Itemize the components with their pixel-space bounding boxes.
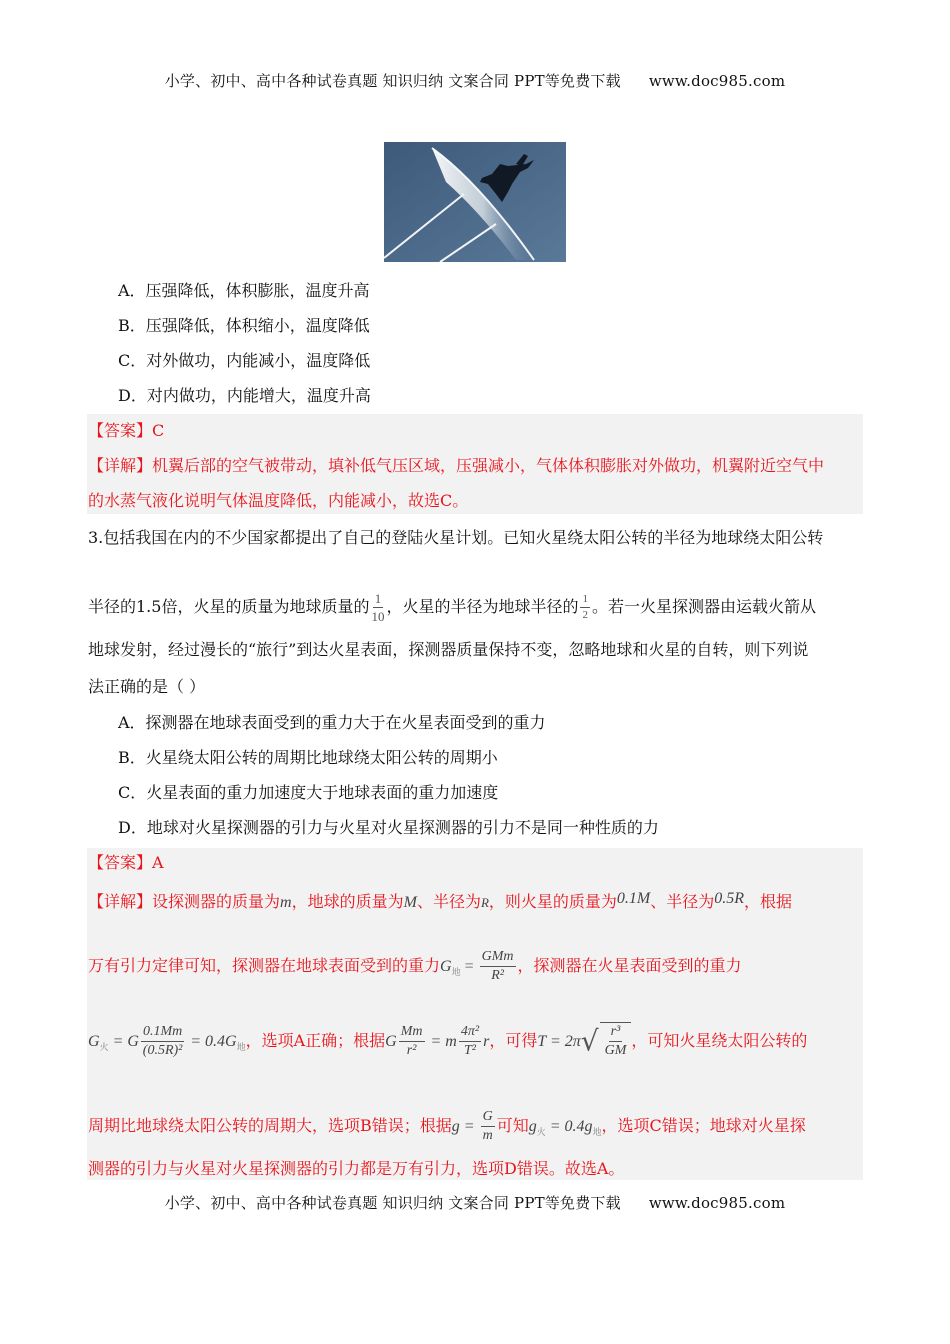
jet-figure [384,142,566,262]
fraction-Mm-r2: $\frac{Mm}{\text{r²}}$ [400,1024,423,1058]
fraction-one-half: $\frac{1}{2}$ [582,593,588,621]
answer-label: 【答案】 [88,421,153,440]
q3-detail-line5: 测器的引力与火星对火星探测器的引力都是万有引力，选项D错误。故选A。 [88,1159,625,1178]
page-footer [0,1192,950,1213]
q2-option-a: A．压强降低，体积膨胀，温度升高 [118,281,370,300]
q3-detail-line4: 周期比地球绕太阳公转的周期大，选项B错误；根据g = $\frac{G}{m}$ 可知$g_火 = 0.4g_地$，选项C错误；地球对火星探 [88,1109,806,1143]
header-url: www.doc985.com [648,72,786,90]
q3-answer [88,853,164,873]
q2-option-b: B．压强降低，体积缩小，温度降低 [118,316,370,335]
q3-option-b: B．火星绕太阳公转的周期比地球绕太阳公转的周期小 [118,748,498,767]
q3-option-a: A．探测器在地球表面受到的重力大于在火星表面受到的重力 [118,713,546,732]
q3-stem-line4: 法正确的是（ ） [88,677,206,696]
footer-url: www.doc985.com [648,1194,786,1212]
q3-stem-line2: 半径的1.5倍，火星的质量为地球质量的 $\frac{1}{10}$ ，火星的半径为地球半径的 $\frac{1}{2}$ 。若一火星探测器由运载火箭从 [88,591,816,624]
detail-label: 【详解】 [88,456,153,475]
jet-image [384,142,566,262]
q2-option-d: D．对内做功，内能增大，温度升高 [118,386,371,405]
fraction-4pi2-T2: $\frac{\text{4π²}}{\text{T²}}$ [460,1024,480,1058]
q3-detail-line2: 万有引力定律可知，探测器在地球表面受到的重力$G_地$ = $\frac{\text{GMm}}{\text{R²}}$ ，探测器在火星表面受到的重力 [88,949,742,983]
detail-label: 【详解】 [88,892,153,911]
fraction-G-m: $\frac{G}{m}$ [482,1109,493,1143]
answer-value: A [152,853,164,872]
q3-detail-line1: 【详解】设探测器的质量为m，地球的质量为M、半径为R，则火星的质量为0.1M、半径为0.5R，根据 [88,890,793,911]
answer-value: C [152,421,165,440]
answer-label: 【答案】 [88,853,153,872]
q3-stem-line1: 3.包括我国在内的不少国家都提出了自己的登陆火星计划。已知火星绕太阳公转的半径为地球绕太阳公转 [88,528,824,547]
fraction-01Mm: $\frac{0.1Mm}{\text{(0.5R)²}}$ [142,1024,183,1058]
sqrt-icon: √ [580,1024,599,1058]
q3-stem-line3: 地球发射，经过漫长的“旅行”到达火星表面，探测器质量保持不变，忽略地球和火星的自转，则下列说 [88,640,809,659]
q2-detail-line2: 的水蒸气液化说明气体温度降低，内能减小，故选C。 [88,491,469,510]
q3-detail-line3: $G_火 = G$ $\frac{0.1Mm}{\text{(0.5R)²}}$ = $0.4G_地$，选项A正确；根据G $\frac{Mm}{\text{r²}}$ = m $\frac{\text{4π²}}{\text{T²}}$ r，可得T = 2π√ $\frac{\text{r³}}{GM}$ ，可知火星绕太阳公转的 [88,1024,808,1058]
q2-answer [88,421,164,441]
q2-detail-line1: 【详解】机翼后部的空气被带动，填补低气压区域，压强减小，气体体积膨胀对外做功，机翼附近空气中 [88,456,825,475]
q2-option-c: C．对外做功，内能减小，温度降低 [118,351,371,370]
page-header [0,70,950,91]
q3-option-d: D．地球对火星探测器的引力与火星对火星探测器的引力不是同一种性质的力 [118,818,659,837]
fraction-r3-GM: $\frac{\text{r³}}{GM}$ [604,1024,627,1058]
fraction-one-tenth: $\frac{1}{10}$ [371,591,385,624]
q3-option-c: C．火星表面的重力加速度大于地球表面的重力加速度 [118,783,499,802]
header-text: 小学、初中、高中各种试卷真题 知识归纳 文案合同 PPT等免费下载 [164,72,621,90]
footer-text: 小学、初中、高中各种试卷真题 知识归纳 文案合同 PPT等免费下载 [164,1194,621,1212]
fraction-GMm-R2: $\frac{\text{GMm}}{\text{R²}}$ [481,949,514,983]
